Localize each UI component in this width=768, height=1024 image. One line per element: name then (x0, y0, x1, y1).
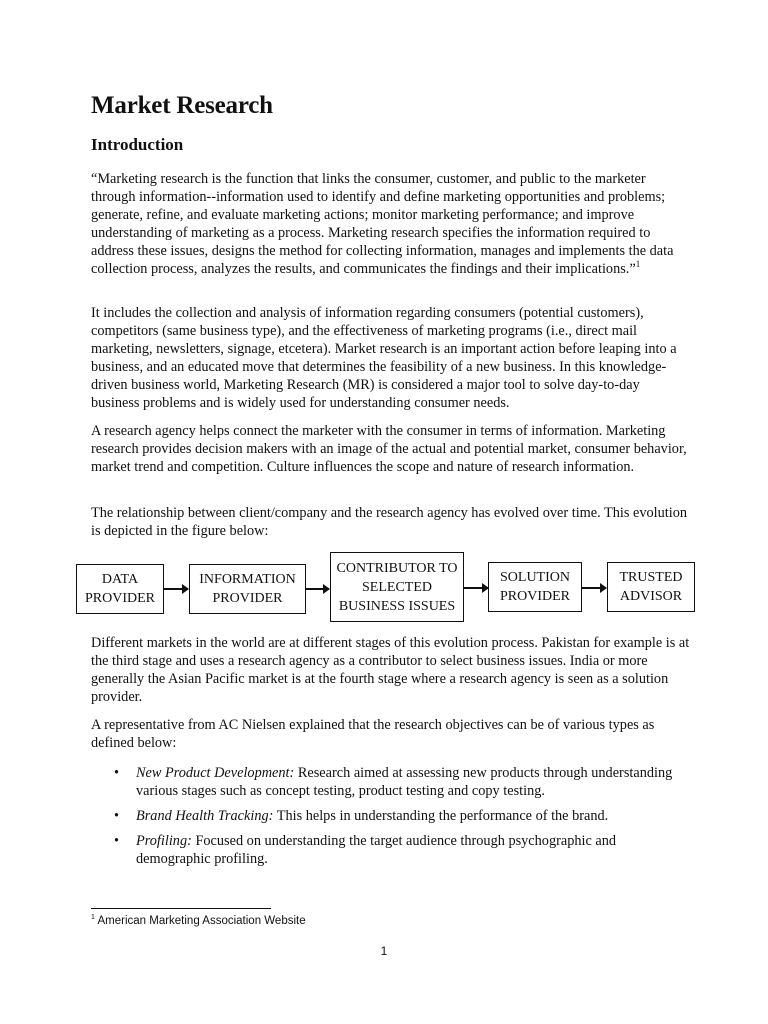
footnote-number: 1 (91, 914, 95, 922)
footnote (91, 915, 306, 927)
footnote-text: American Marketing Association Website (94, 915, 306, 927)
list-item (91, 807, 691, 825)
footnote-separator (91, 908, 271, 909)
objective-term: New Product Development: (136, 765, 295, 781)
section-heading: Introduction (91, 135, 184, 154)
paragraph-scope: It includes the collection and analysis of information regarding consumers (potential customers), competitors (same business type), and the effectiveness of marketing programs (i.e., direct mail marketing, newsletters, signage, etcetera). Market research is an important action before leaping into a business, and an educated move that determines the feasibility of a new business. In this knowledge-driven business world, Marketing Research (MR) is considered a major tool to solve day-to-day business problems and is widely used for understanding consumer needs. (91, 305, 677, 412)
stage-trusted-advisor: TRUSTED ADVISOR (607, 562, 695, 612)
stage-information-provider: INFORMATION PROVIDER (189, 564, 306, 614)
paragraph-relationship: The relationship between client/company and the research agency has evolved over time. This evolution is depicted in the figure below: (91, 505, 688, 540)
objective-term: Profiling: (136, 833, 192, 850)
arrow-icon (464, 587, 488, 589)
objectives-list (91, 764, 691, 875)
objective-text: Focused on understanding the target audience through psychographic and demographic profiling. (136, 833, 617, 868)
paragraph-markets: Different markets in the world are at different stages of this evolution process. Pakistan for example is at the third stage and uses a research agency as a contributor to select business issues. India or more generally the Asian Pacific market is at the fourth stage where a research agency is seen as a solution provider. (91, 635, 690, 706)
list-item (91, 832, 691, 868)
objective-text: Research aimed at assessing new products through understanding various stages such as concept testing, product testing and copy testing. (136, 765, 673, 800)
bullet-icon: • (114, 765, 120, 781)
arrow-icon (306, 588, 329, 590)
page-title: Market Research (91, 92, 273, 119)
paragraph-nielsen: A representative from AC Nielsen explained that the research objectives can be of various types as defined below: (91, 717, 655, 752)
arrow-icon (582, 587, 606, 589)
bullet-icon: • (114, 833, 120, 850)
list-item (91, 764, 691, 800)
objective-term: Brand Health Tracking: (136, 808, 274, 825)
paragraph-definition (91, 170, 691, 279)
footnote-reference: 1 (635, 259, 641, 270)
objective-text: This helps in understanding the performance of the brand. (273, 808, 609, 825)
stage-solution-provider: SOLUTION PROVIDER (488, 562, 582, 612)
paragraph-research-agency: A research agency helps connect the marketer with the consumer in terms of information. Marketing research provides decision makers with an image of the actual and potential market, consumer behavior, market trend and competition. Culture influences the scope and nature of research information. (91, 423, 687, 476)
stage-data-provider: DATA PROVIDER (76, 564, 164, 614)
bullet-icon: • (114, 808, 120, 825)
stage-contributor: CONTRIBUTOR TO SELECTED BUSINESS ISSUES (330, 552, 464, 622)
arrow-icon (164, 588, 188, 590)
paragraph-text: “Marketing research is the function that links the consumer, customer, and public to the marketer through information--information used to identify and define marketing opportunities and problems; generate, refine, and evaluate marketing actions; monitor marketing performance; and improve understanding of marketing as a process. Marketing research specifies the information required to address these issues, designs the method for collecting information, manages and implements the data collection process, analyzes the results, and communicates the findings and their implications.” (91, 171, 674, 278)
page-number: 1 (380, 944, 388, 958)
